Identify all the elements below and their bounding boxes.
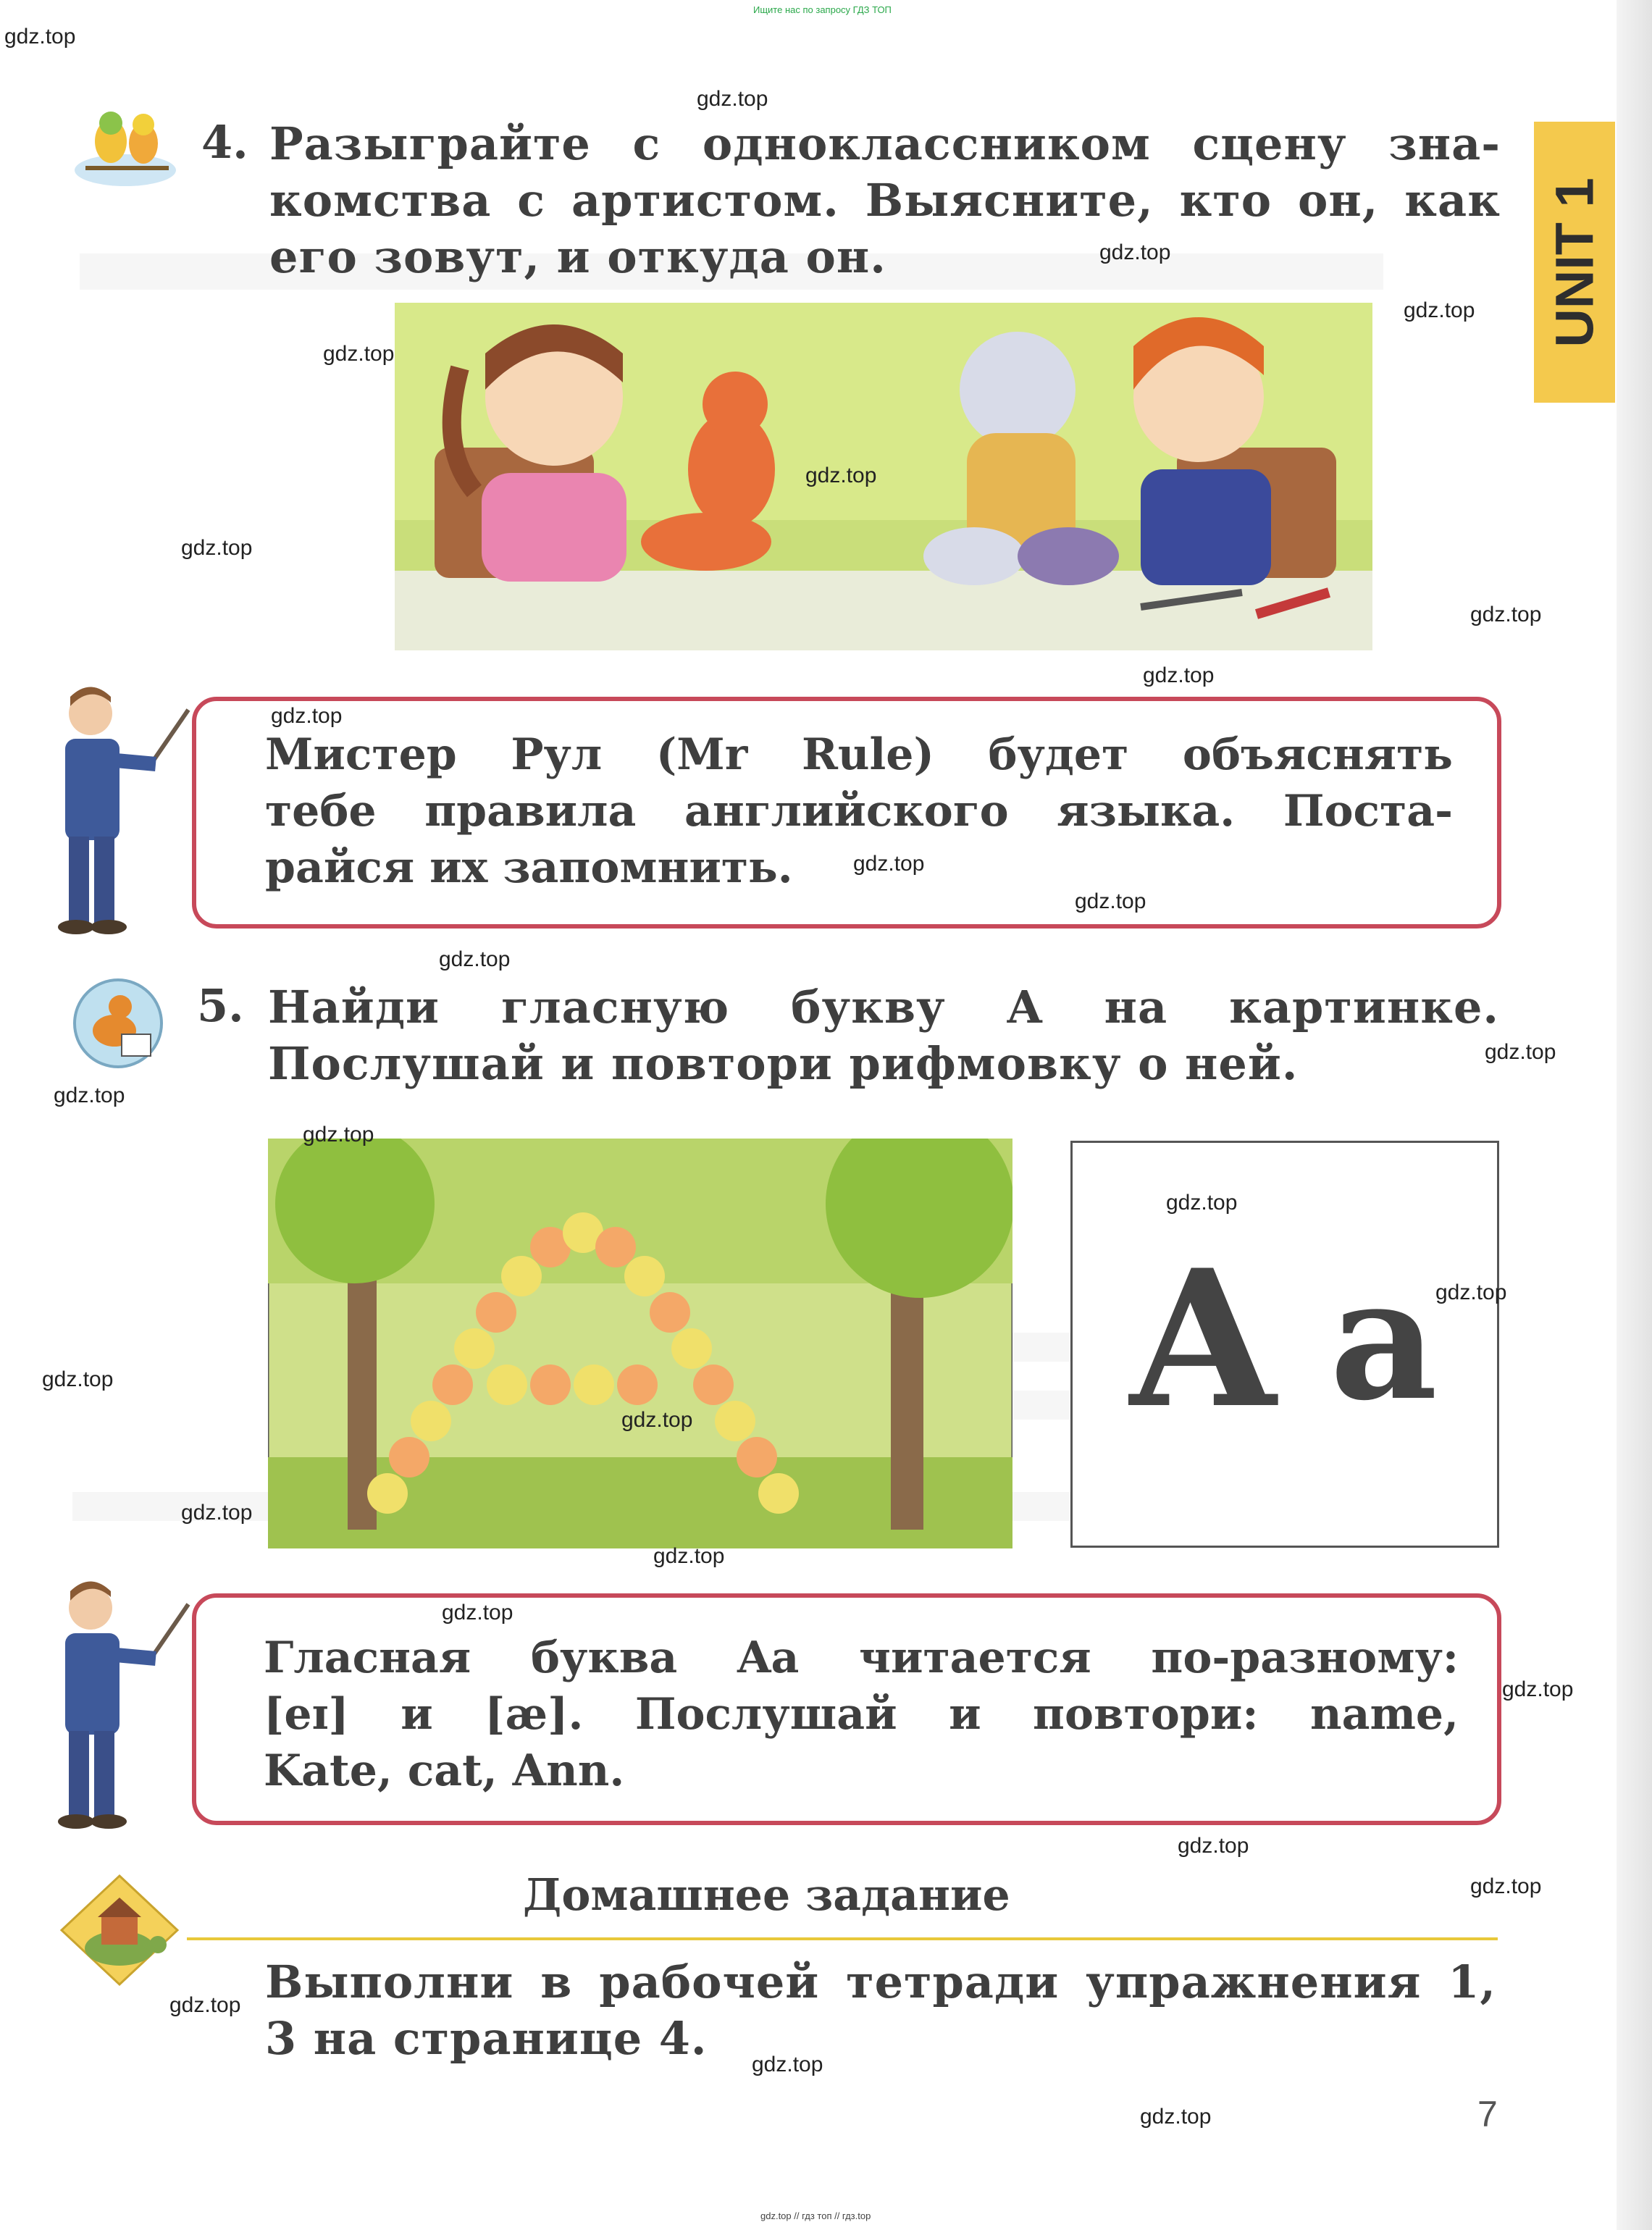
rule2-line: [eɪ] и [æ]. Послушай и повтори: name, [264, 1689, 1459, 1740]
page-edge-shadow [1617, 0, 1652, 2230]
task5-line: Найди гласную букву A на картинке. [268, 981, 1499, 1034]
watermark: gdz.top [1166, 1191, 1238, 1215]
watermark: gdz.top [442, 1601, 513, 1625]
watermark: gdz.top [805, 464, 877, 487]
children-with-toys-illustration [395, 303, 1372, 650]
task4-text [269, 116, 1501, 285]
letter-uppercase: A [1130, 1229, 1276, 1450]
unit-tab-label-wrap [1534, 122, 1615, 403]
watermark: gdz.top [1470, 603, 1542, 626]
watermark: gdz.top [1485, 1040, 1556, 1064]
watermark: gdz.top [169, 1993, 241, 2017]
unit-tab-label: UNIT 1 [1544, 177, 1605, 348]
watermark: gdz.top [1435, 1280, 1507, 1304]
watermark: gdz.top [697, 87, 768, 111]
bee-icon [71, 976, 165, 1070]
watermark: gdz.top [853, 852, 925, 876]
task4-line: его зовут, и откуда он. [269, 230, 886, 283]
watermark: gdz.top [1470, 1874, 1542, 1898]
homework-divider [187, 1937, 1498, 1940]
watermark: gdz.top [1143, 663, 1215, 687]
rule1-line: райся их запомнить. [265, 842, 793, 893]
rule-box-2-text [264, 1630, 1459, 1799]
watermark: gdz.top [42, 1367, 114, 1391]
rule2-line: Гласная буква Aa читается по-разному: [264, 1632, 1459, 1683]
apple-caterpillar-illustration [268, 1139, 1012, 1548]
turtle-house-icon [58, 1872, 181, 1988]
watermark: gdz.top [1404, 298, 1475, 322]
watermark: gdz.top [752, 2053, 823, 2076]
watermark: gdz.top [54, 1083, 125, 1107]
task4-line: комства с артистом. Выясните, кто он, как [269, 174, 1501, 227]
watermark: gdz.top [439, 947, 511, 971]
page-number: 7 [1477, 2094, 1498, 2134]
watermark: gdz.top [653, 1544, 725, 1568]
watermark: gdz.top [1140, 2105, 1212, 2129]
watermark: gdz.top [1178, 1834, 1249, 1858]
task5-line: Послушай и повтори рифмовку о ней. [268, 1037, 1299, 1090]
task4-number: 4. [201, 116, 248, 169]
watermark: gdz.top [271, 704, 343, 728]
top-note: Ищите нас по запросу ГДЗ ТОП [753, 4, 892, 15]
homework-text [265, 1954, 1496, 2067]
letter-lowercase: a [1330, 1242, 1438, 1438]
rule1-line: тебе правила английского языка. Поста- [265, 786, 1453, 837]
rule2-line: Kate, cat, Ann. [264, 1745, 625, 1796]
watermark: gdz.top [1075, 889, 1146, 913]
watermark: gdz.top [323, 342, 395, 366]
homework-title: Домашнее задание [523, 1870, 1010, 1921]
watermark: gdz.top [1099, 240, 1171, 264]
mr-rule-figure-2 [40, 1575, 196, 1836]
watermark: gdz.top [181, 536, 253, 560]
task4-line: Разыграйте с одноклассником сцену зна- [269, 117, 1501, 170]
watermark: gdz.top [4, 25, 76, 49]
homework-line: 3 на странице 4. [265, 2012, 708, 2065]
bottom-note: gdz.top // гдз топ // гдз.top [760, 2210, 871, 2221]
watermark: gdz.top [181, 1501, 253, 1525]
watermark: gdz.top [303, 1123, 374, 1147]
watermark: gdz.top [621, 1408, 693, 1432]
parrots-icon [71, 101, 180, 188]
homework-line: Выполни в рабочей тетради упражнения 1, [265, 1956, 1496, 2008]
rule1-line: Мистер Рул (Mr Rule) будет объяснять [265, 729, 1453, 780]
task5-text [268, 979, 1499, 1092]
watermark: gdz.top [1502, 1677, 1574, 1701]
task5-number: 5. [197, 979, 244, 1032]
mr-rule-figure [40, 681, 196, 942]
